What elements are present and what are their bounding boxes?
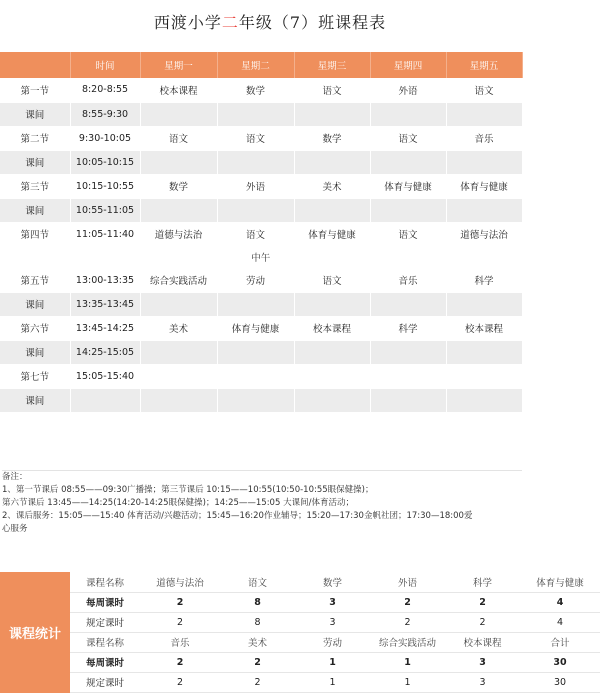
- time-cell: 10:55-11:05: [70, 198, 140, 222]
- header-cell: [0, 52, 70, 78]
- subject-cell: 劳动: [217, 268, 294, 292]
- subject-cell: [217, 364, 294, 388]
- subject-cell: [370, 364, 446, 388]
- period-cell: 课间: [0, 102, 70, 126]
- subject-cell: [217, 150, 294, 174]
- subject-cell: [140, 364, 217, 388]
- schedule-body: [0, 78, 522, 436]
- stats-cell: 2: [370, 612, 445, 632]
- subject-cell: 语文: [294, 268, 370, 292]
- subject-cell: [140, 340, 217, 364]
- break-row: [0, 198, 522, 222]
- subject-cell: 语文: [140, 126, 217, 150]
- blank-row: [0, 412, 522, 436]
- subject-cell: [446, 340, 522, 364]
- stats-row-label: 规定课时: [70, 612, 140, 632]
- subject-cell: [294, 198, 370, 222]
- subject-cell: 体育与健康: [446, 174, 522, 198]
- stats-cell: 1: [295, 672, 370, 692]
- subject-cell: [217, 102, 294, 126]
- period-cell: 课间: [0, 292, 70, 316]
- period-cell: 第一节: [0, 78, 70, 102]
- title-prefix: 西渡小学: [153, 13, 222, 32]
- header-cell: 时间: [70, 52, 140, 78]
- break-row: [0, 340, 522, 364]
- stats-row-weekly: [70, 592, 600, 612]
- stats-cell: 2: [140, 652, 220, 672]
- stats-body: [70, 572, 600, 692]
- header-cell: 星期五: [446, 52, 522, 78]
- subject-cell: 体育与健康: [370, 174, 446, 198]
- stats-row-fixed: [70, 672, 600, 692]
- stats-cell: 2: [140, 592, 220, 612]
- period-cell: 第六节: [0, 316, 70, 340]
- subject-cell: [217, 340, 294, 364]
- break-row: [0, 150, 522, 174]
- subject-cell: 校本课程: [294, 316, 370, 340]
- stats-table: [70, 572, 600, 693]
- time-cell: 15:05-15:40: [70, 364, 140, 388]
- subject-cell: 校本课程: [446, 316, 522, 340]
- period-cell: 课间: [0, 388, 70, 412]
- subject-cell: 美术: [140, 316, 217, 340]
- title-suffix: 年级（7）班课程表: [238, 13, 387, 32]
- subject-cell: [294, 150, 370, 174]
- subject-cell: 体育与健康: [217, 316, 294, 340]
- stats-cell: 音乐: [140, 632, 220, 652]
- stats-cell: 2: [140, 612, 220, 632]
- subject-cell: 综合实践活动: [140, 268, 217, 292]
- lesson-row: [0, 78, 522, 102]
- lesson-row: [0, 316, 522, 340]
- stats-cell: 8: [220, 592, 295, 612]
- subject-cell: [140, 388, 217, 412]
- stats-row-name: [70, 572, 600, 592]
- subject-cell: [446, 412, 522, 436]
- course-stats: [0, 572, 600, 693]
- subject-cell: [294, 412, 370, 436]
- stats-cell: 3: [295, 612, 370, 632]
- subject-cell: [217, 198, 294, 222]
- subject-cell: [446, 364, 522, 388]
- stats-cell: 劳动: [295, 632, 370, 652]
- subject-cell: 语文: [446, 78, 522, 102]
- lesson-row: [0, 126, 522, 150]
- subject-cell: 语文: [217, 222, 294, 246]
- subject-cell: 美术: [294, 174, 370, 198]
- break-row: [0, 292, 522, 316]
- header-cell: 星期三: [294, 52, 370, 78]
- subject-cell: [446, 292, 522, 316]
- stats-cell: 30: [520, 652, 600, 672]
- stats-row-fixed: [70, 612, 600, 632]
- notes-line: 2、课后服务：15:05——15:40 体育活动/兴趣活动；15:45—16:20作业辅导；15:20—17:30金帆社团；17:30—18:00爱: [2, 511, 473, 521]
- subject-cell: 语文: [370, 222, 446, 246]
- period-cell: [0, 412, 70, 436]
- time-cell: 13:00-13:35: [70, 268, 140, 292]
- stats-cell: 美术: [220, 632, 295, 652]
- lesson-row: [0, 222, 522, 246]
- stats-cell: 8: [220, 612, 295, 632]
- time-cell: 11:05-11:40: [70, 222, 140, 246]
- subject-cell: [446, 198, 522, 222]
- stats-cell: 校本课程: [445, 632, 520, 652]
- lesson-row: [0, 268, 522, 292]
- subject-cell: [294, 364, 370, 388]
- subject-cell: 语文: [294, 78, 370, 102]
- subject-cell: 语文: [370, 126, 446, 150]
- subject-cell: [217, 292, 294, 316]
- subject-cell: 数学: [140, 174, 217, 198]
- stats-cell: 4: [520, 612, 600, 632]
- stats-cell: 2: [445, 612, 520, 632]
- stats-cell: 道德与法治: [140, 572, 220, 592]
- subject-cell: 数学: [294, 126, 370, 150]
- notes-heading: 备注：: [2, 472, 28, 482]
- stats-row-label: 课程名称: [70, 572, 140, 592]
- period-cell: 第四节: [0, 222, 70, 246]
- subject-cell: 校本课程: [140, 78, 217, 102]
- subject-cell: 科学: [446, 268, 522, 292]
- stats-cell: 2: [220, 672, 295, 692]
- stats-cell: 2: [140, 672, 220, 692]
- subject-cell: 道德与法治: [446, 222, 522, 246]
- schedule-header-row: [0, 52, 522, 78]
- stats-row-label: 规定课时: [70, 672, 140, 692]
- stats-row-label: 每周课时: [70, 592, 140, 612]
- stats-cell: 2: [370, 592, 445, 612]
- stats-cell: 3: [445, 652, 520, 672]
- subject-cell: [217, 388, 294, 412]
- stats-row-name: [70, 632, 600, 652]
- stats-row-weekly: [70, 652, 600, 672]
- stats-cell: 1: [370, 652, 445, 672]
- stats-cell: 4: [520, 592, 600, 612]
- stats-cell: 2: [220, 652, 295, 672]
- page-title: [0, 10, 540, 33]
- notes: [2, 470, 522, 536]
- break-row: [0, 102, 522, 126]
- time-cell: [70, 412, 140, 436]
- noon-row: [0, 246, 522, 268]
- period-cell: 第二节: [0, 126, 70, 150]
- subject-cell: [370, 292, 446, 316]
- subject-cell: [294, 340, 370, 364]
- subject-cell: 体育与健康: [294, 222, 370, 246]
- stats-cell: 3: [295, 592, 370, 612]
- period-cell: 课间: [0, 150, 70, 174]
- lesson-row: [0, 174, 522, 198]
- time-cell: 8:20-8:55: [70, 78, 140, 102]
- period-cell: 课间: [0, 340, 70, 364]
- subject-cell: [294, 102, 370, 126]
- noon-label: 中午: [0, 246, 522, 268]
- subject-cell: 道德与法治: [140, 222, 217, 246]
- stats-cell: 1: [370, 672, 445, 692]
- subject-cell: [446, 102, 522, 126]
- subject-cell: [140, 150, 217, 174]
- subject-cell: 外语: [217, 174, 294, 198]
- stats-cell: 综合实践活动: [370, 632, 445, 652]
- time-cell: 10:15-10:55: [70, 174, 140, 198]
- title-grade: 二: [221, 13, 239, 32]
- stats-cell: 1: [295, 652, 370, 672]
- header-cell: 星期一: [140, 52, 217, 78]
- subject-cell: [217, 412, 294, 436]
- header-cell: 星期二: [217, 52, 294, 78]
- notes-line: 心服务: [2, 524, 28, 534]
- notes-line: 第六节课后 13:45——14:25(14:20-14:25眼保健操)；14:25——15:05 大课间/体育活动；: [2, 498, 354, 508]
- subject-cell: [370, 198, 446, 222]
- subject-cell: 语文: [217, 126, 294, 150]
- period-cell: 第五节: [0, 268, 70, 292]
- stats-cell: 30: [520, 672, 600, 692]
- time-cell: 10:05-10:15: [70, 150, 140, 174]
- time-cell: 8:55-9:30: [70, 102, 140, 126]
- period-cell: 第七节: [0, 364, 70, 388]
- subject-cell: [446, 388, 522, 412]
- subject-cell: [140, 102, 217, 126]
- stats-cell: 合计: [520, 632, 600, 652]
- stats-row-label: 每周课时: [70, 652, 140, 672]
- subject-cell: [140, 198, 217, 222]
- stats-cell: 科学: [445, 572, 520, 592]
- subject-cell: [140, 412, 217, 436]
- subject-cell: [370, 102, 446, 126]
- time-cell: 13:35-13:45: [70, 292, 140, 316]
- header-cell: 星期四: [370, 52, 446, 78]
- stats-cell: 3: [445, 672, 520, 692]
- time-cell: 9:30-10:05: [70, 126, 140, 150]
- subject-cell: [370, 388, 446, 412]
- period-cell: 第三节: [0, 174, 70, 198]
- subject-cell: [294, 388, 370, 412]
- notes-line: 1、第一节课后 08:55——09:30广播操；第三节课后 10:15——10:55(10:50-10:55眼保健操)；: [2, 485, 374, 495]
- lesson-row: [0, 364, 522, 388]
- time-cell: 14:25-15:05: [70, 340, 140, 364]
- stats-cell: 体育与健康: [520, 572, 600, 592]
- stats-cell: 语文: [220, 572, 295, 592]
- subject-cell: 音乐: [446, 126, 522, 150]
- subject-cell: 数学: [217, 78, 294, 102]
- stats-label: 课程统计: [0, 572, 70, 693]
- time-cell: [70, 388, 140, 412]
- stats-cell: 2: [445, 592, 520, 612]
- subject-cell: [140, 292, 217, 316]
- time-cell: 13:45-14:25: [70, 316, 140, 340]
- subject-cell: 科学: [370, 316, 446, 340]
- break-row: [0, 388, 522, 412]
- subject-cell: [294, 292, 370, 316]
- stats-cell: 外语: [370, 572, 445, 592]
- subject-cell: [370, 150, 446, 174]
- subject-cell: [446, 150, 522, 174]
- subject-cell: 外语: [370, 78, 446, 102]
- subject-cell: [370, 412, 446, 436]
- stats-cell: 数学: [295, 572, 370, 592]
- schedule-table: [0, 52, 523, 437]
- subject-cell: [370, 340, 446, 364]
- stats-row-label: 课程名称: [70, 632, 140, 652]
- subject-cell: 音乐: [370, 268, 446, 292]
- period-cell: 课间: [0, 198, 70, 222]
